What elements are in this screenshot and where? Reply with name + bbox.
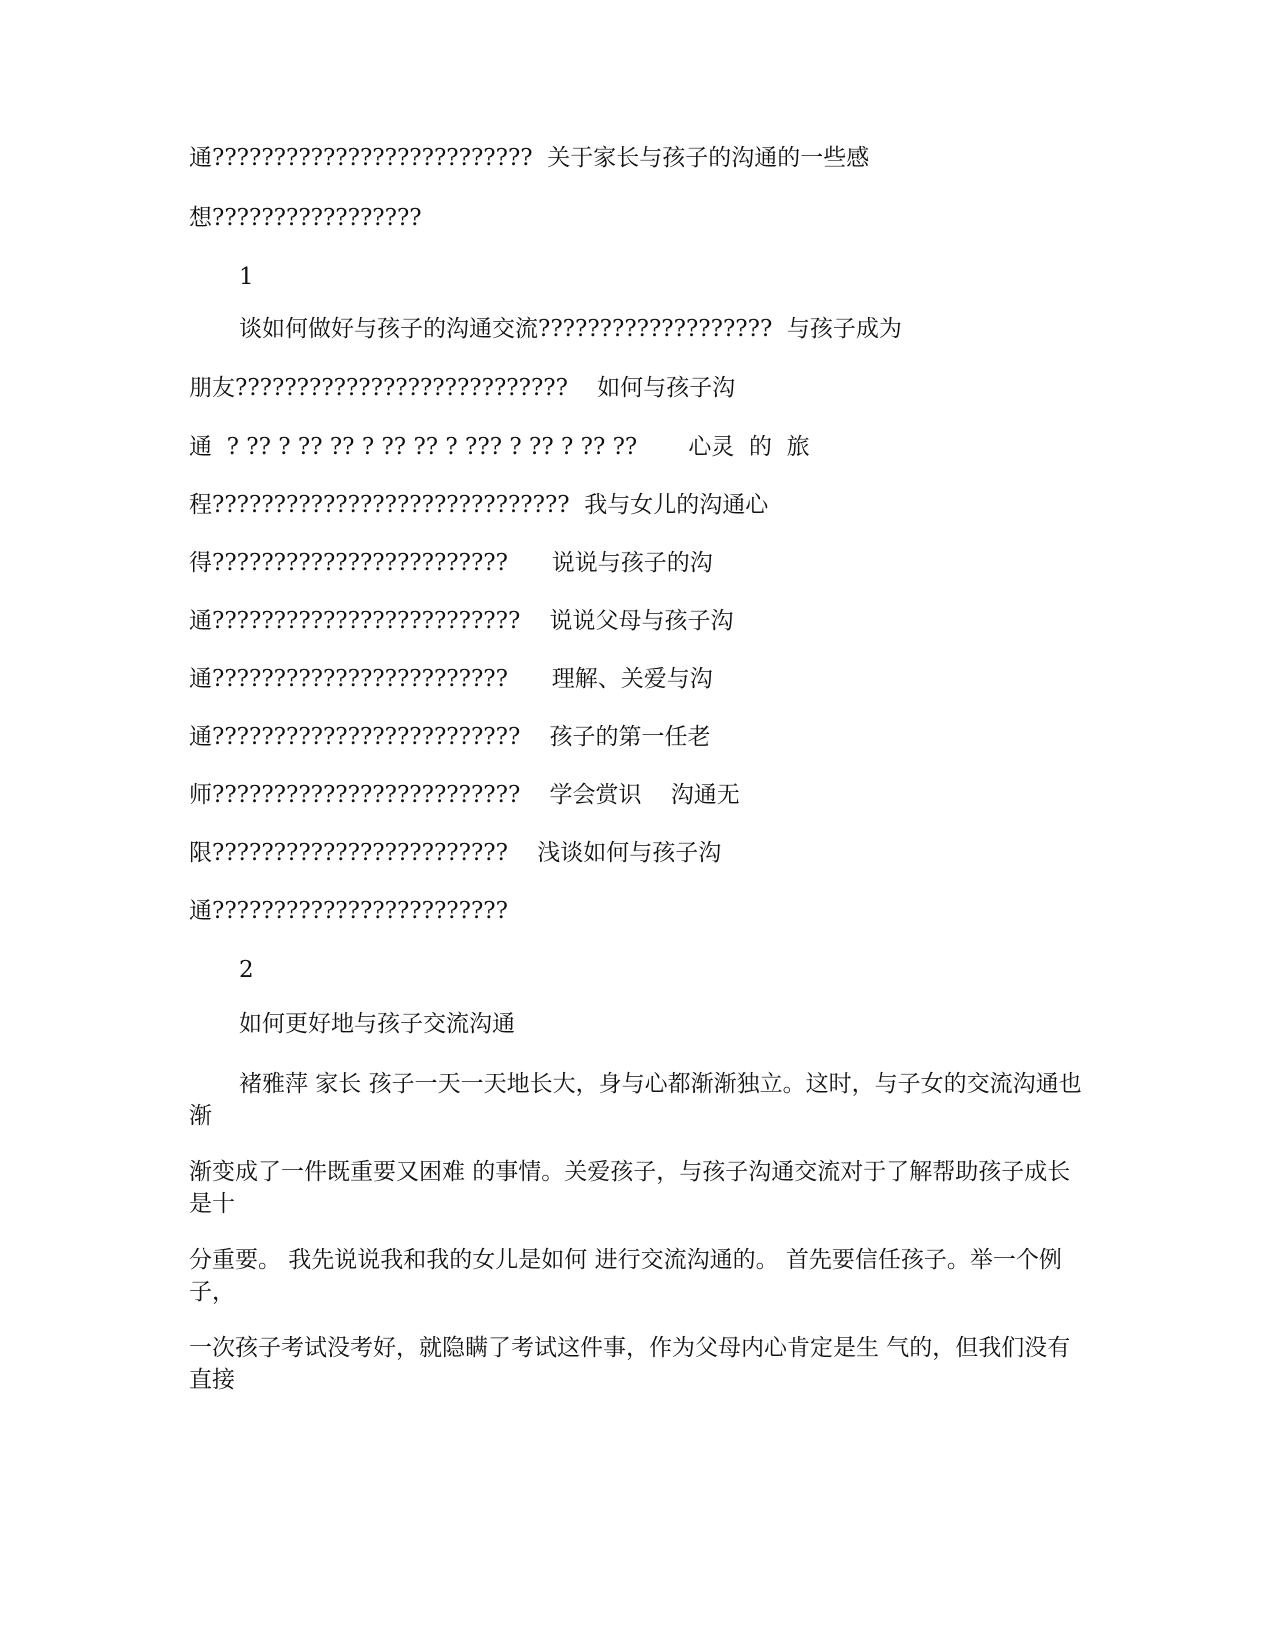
article-title: 如何更好地与孩子交流沟通 — [239, 1011, 515, 1037]
paragraph: 分重要。 我先说说我和我的女儿是如何 进行交流沟通的。 首先要信任孩子。举一个例子， — [189, 1247, 1062, 1305]
toc-line: 通?????????????????????????? 关于家长与孩子的沟通的一些感 — [189, 145, 870, 171]
toc-line: 通????????????????????????? 说说父母与孩子沟 — [189, 608, 734, 634]
toc-line: 谈如何做好与孩子的沟通交流??????????????????? 与孩子成为 — [239, 316, 902, 342]
toc-line: 得???????????????????????? 说说与孩子的沟 — [189, 550, 713, 576]
toc-line: 想????????????????? — [189, 205, 422, 231]
page-number: 2 — [239, 957, 254, 983]
toc-line: 通????????????????????????? 孩子的第一任老 — [189, 724, 711, 750]
toc-line: 师????????????????????????? 学会赏识 沟通无 — [189, 782, 740, 808]
paragraph: 褚雅萍 家长 孩子一天一天地长大，身与心都渐渐独立。这时，与子女的交流沟通也渐 — [189, 1071, 1082, 1129]
toc-line: 程????????????????????????????? 我与女儿的沟通心 — [189, 492, 769, 518]
paragraph: 一次孩子考试没考好，就隐瞒了考试这件事，作为父母内心肯定是生 气的，但我们没有直接 — [189, 1335, 1071, 1393]
toc-line: 通???????????????????????? — [189, 898, 508, 924]
toc-line: 限???????????????????????? 浅谈如何与孩子沟 — [189, 840, 722, 866]
page-number: 1 — [239, 264, 254, 290]
toc-line: 通???????????????????????? 理解、关爱与沟 — [189, 666, 713, 692]
toc-line: 通 ? ?? ? ?? ?? ? ?? ?? ? ??? ? ?? ? ?? ?? 心灵 的 旅 — [189, 434, 810, 460]
paragraph: 渐变成了一件既重要又困难 的事情。关爱孩子，与孩子沟通交流对于了解帮助孩子成长是十 — [189, 1159, 1071, 1217]
toc-line: 朋友??????????????????????????? 如何与孩子沟 — [189, 375, 736, 401]
